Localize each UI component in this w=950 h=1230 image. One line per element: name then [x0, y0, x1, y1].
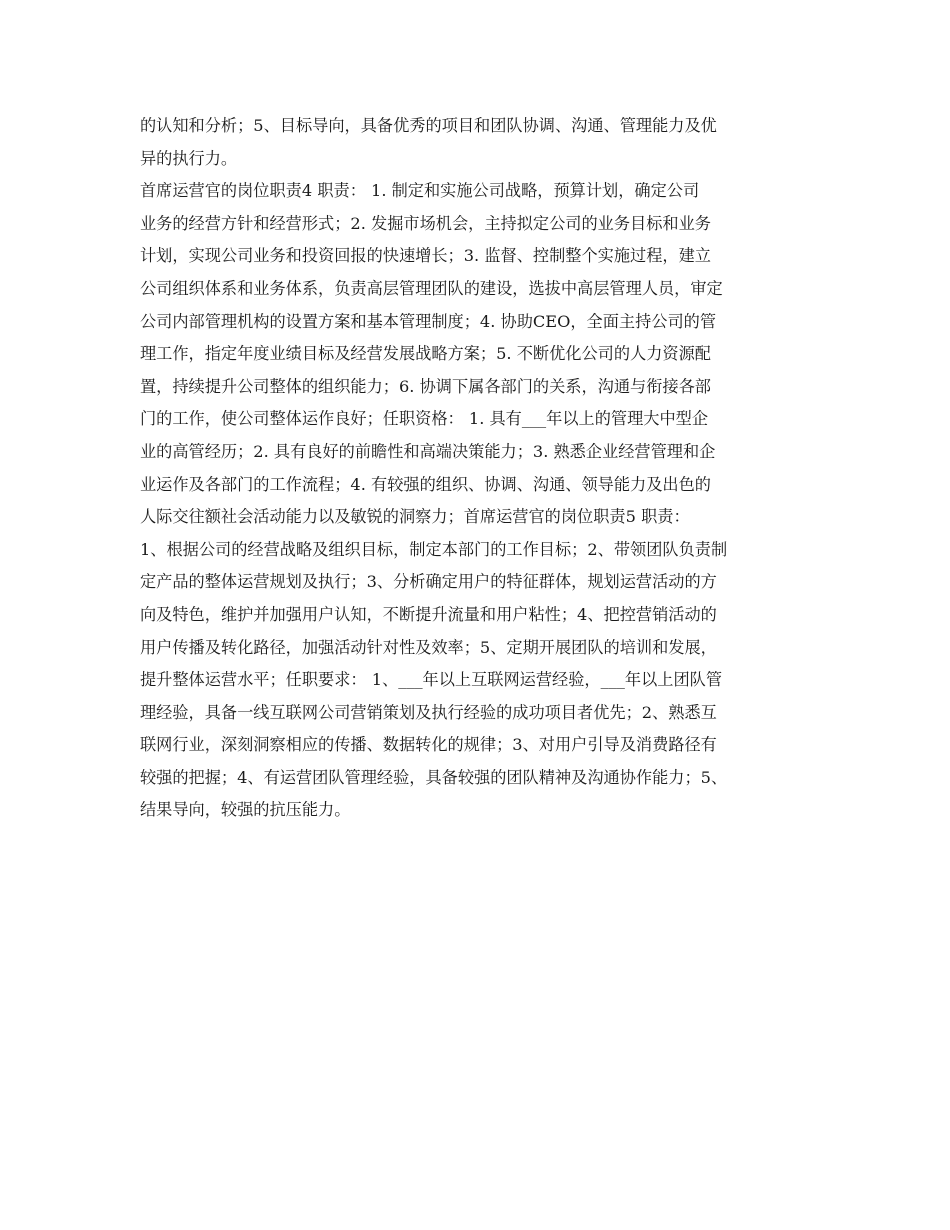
text-line: 提升整体运营水平；任职要求： 1、___年以上互联网运营经验，___年以上团队管 — [140, 670, 723, 690]
text-line: 置，持续提升公司整体的组织能力；6. 协调下属各部门的关系，沟通与衔接各部 — [140, 376, 711, 396]
text-line: 的认知和分析；5、目标导向，具备优秀的项目和团队协调、沟通、管理能力及优 — [140, 116, 717, 135]
text-line: 人际交往额社会活动能力以及敏锐的洞察力；首席运营官的岗位职责5 职责： — [140, 507, 690, 527]
text-line: 门的工作，使公司整体运作良好；任职资格： 1. 具有___年以上的管理大中型企 — [140, 409, 709, 429]
body-text — [140, 110, 815, 827]
text-line: 联网行业，深刻洞察相应的传播、数据转化的规律；3、对用户引导及消费路径有 — [140, 735, 717, 755]
text-line: 较强的把握；4、有运营团队管理经验，具备较强的团队精神及沟通协作能力；5、 — [140, 767, 728, 787]
text-line: 用户传播及转化路径，加强活动针对性及效率；5、定期开展团队的培训和发展， — [140, 637, 717, 657]
text-line: 公司组织体系和业务体系，负责高层管理团队的建设，选拔中高层管理人员，审定 — [140, 278, 723, 298]
text-line: 业的高管经历；2. 具有良好的前瞻性和高端决策能力；3. 熟悉企业经营管理和企 — [140, 441, 716, 461]
text-line: 理工作，指定年度业绩目标及经营发展战略方案；5. 不断优化公司的人力资源配 — [140, 344, 711, 364]
text-line: 异的执行力。 — [140, 148, 238, 168]
text-line: 业务的经营方针和经营形式；2. 发掘市场机会，主持拟定公司的业务目标和业务 — [140, 213, 711, 233]
text-line: 业运作及各部门的工作流程；4. 有较强的组织、协调、沟通、领导能力及出色的 — [140, 474, 711, 494]
text-line: 计划，实现公司业务和投资回报的快速增长；3. 监督、控制整个实施过程，建立 — [140, 246, 711, 266]
text-line: 公司内部管理机构的设置方案和基本管理制度；4. 协助CEO，全面主持公司的管 — [140, 311, 717, 331]
text-line: 定产品的整体运营规划及执行；3、分析确定用户的特征群体，规划运营活动的方 — [140, 572, 717, 592]
text-line: 1、根据公司的经营战略及组织目标，制定本部门的工作目标；2、带领团队负责制 — [140, 539, 728, 559]
text-line: 向及特色，维护并加强用户认知，不断提升流量和用户粘性；4、把控营销活动的 — [140, 604, 717, 624]
text-line: 结果导向，较强的抗压能力。 — [140, 800, 351, 820]
text-line: 理经验，具备一线互联网公司营销策划及执行经验的成功项目者优先；2、熟悉互 — [140, 702, 717, 722]
text-line: 首席运营官的岗位职责4 职责： 1. 制定和实施公司战略，预算计划，确定公司 — [140, 181, 700, 201]
